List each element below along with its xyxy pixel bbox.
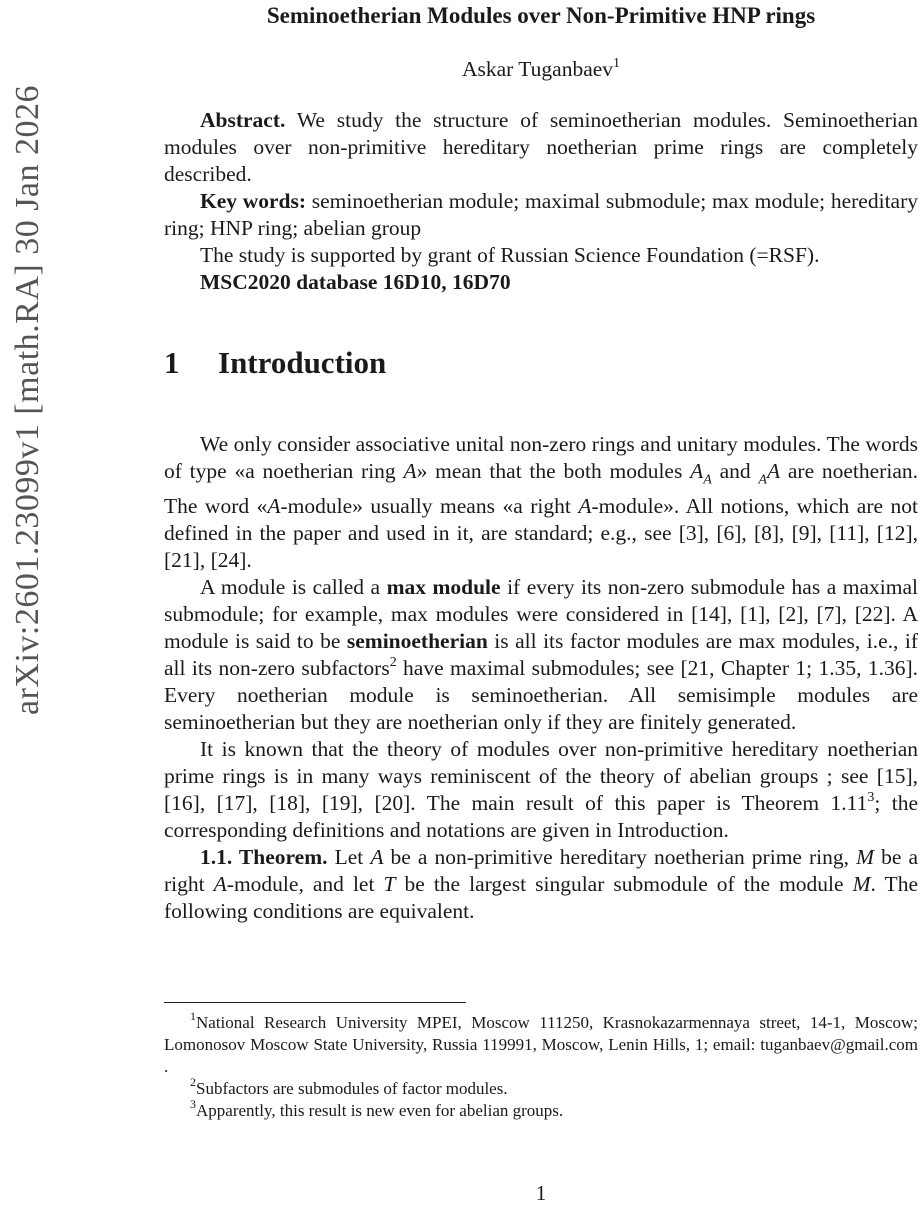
- footnote-2: $^2$Subfactors are submodules of factor modules.: [190, 1075, 508, 1098]
- footnote-ref-3[interactable]: 3: [867, 790, 875, 806]
- intro-paragraph-3: It is known that the theory of modules over non-primitive hereditary noetherian prime rings is in many ways reminiscent of the theory of abelian groups ; see [15], [16], [17], [18], [19], [20]. The main result of this paper is Theorem 1.11$^3$; the corresponding definitions and notations are given in Introduction.: [164, 737, 918, 843]
- footnote-1: $^1$National Research University MPEI, Moscow 111250, Krasnokazarmennaya street, 14-1, Moscow; Lomonosov Moscow State University, Russia 119991, Moscow, Lenin Hills, 1; email: tuganbaev@gmail.com .: [164, 1009, 918, 1076]
- section-number: 1: [164, 345, 180, 380]
- abstract-block: [164, 107, 918, 296]
- theorem-label: 1.1. Theorem.: [200, 845, 328, 870]
- section-title: Introduction: [218, 345, 387, 380]
- funding-note: The study is supported by grant of Russian Science Foundation (=RSF).: [200, 243, 820, 267]
- keywords-paragraph: [164, 188, 918, 242]
- footnotes: [164, 1009, 918, 1122]
- author-line: [164, 56, 918, 83]
- term-max-module: max module: [386, 575, 501, 600]
- section-heading: [164, 343, 386, 383]
- abstract-paragraph: [164, 107, 918, 188]
- keywords-text: seminoetherian module; maximal submodule; max module; hereditary ring; HNP ring; abelian group: [164, 189, 918, 240]
- author-footnote-mark[interactable]: 1: [613, 55, 621, 71]
- page-number: 1: [535, 1181, 547, 1205]
- abstract-text: We study the structure of seminoetherian modules. Seminoetherian modules over non-primitive hereditary noetherian prime rings are completely described.: [164, 108, 918, 186]
- introduction-body: [164, 431, 918, 925]
- term-seminoetherian: seminoetherian: [346, 629, 488, 654]
- abstract-label: Abstract.: [200, 108, 286, 132]
- footnote-3: $^3$Apparently, this result is new even for abelian groups.: [190, 1097, 564, 1120]
- author-name: Askar Tuganbaev: [461, 57, 614, 81]
- footnote-ref-2[interactable]: 2: [389, 655, 397, 671]
- footnote-rule: [164, 1002, 466, 1003]
- arxiv-sidebar: [0, 0, 56, 1200]
- intro-paragraph-1: We only consider associative unital non-zero rings and unitary modules. The words of type «a noetherian ring A» mean that the both modules $A_A$ and $_A$A are noetherian. The word «A-module» usually means «a right A-module». All notions, which are not defined in the paper and used in it, are standard; e.g., see [3], [6], [8], [9], [11], [12], [21], [24].: [164, 432, 918, 573]
- paper-title: Seminoetherian Modules over Non-Primitive HNP rings: [266, 3, 816, 28]
- keywords-label: Key words:: [200, 189, 307, 213]
- intro-paragraph-2: A module is called a max module if every its non-zero submodule has a maximal submodule; for example, max modules were considered in [14], [1], [2], [7], [22]. A module is said to be seminoetherian is all its factor modules are max modules, i.e., if all its non-zero subfactors$^2$ have maximal submodules; see [21, Chapter 1; 1.35, 1.36]. Every noetherian module is seminoetherian. All semisimple modules are seminoetherian but they are noetherian only if they are finitely generated.: [164, 575, 918, 735]
- arxiv-identifier: arXiv:2601.23099v1 [math.RA] 30 Jan 2026: [9, 84, 46, 716]
- msc-classification: MSC2020 database 16D10, 16D70: [200, 270, 511, 294]
- theorem-1-1: 1.1. Theorem. Let A be a non-primitive hereditary noetherian prime ring, M be a right A-module, and let T be the largest singular submodule of the module M. The following conditions are equivalent.: [164, 845, 919, 924]
